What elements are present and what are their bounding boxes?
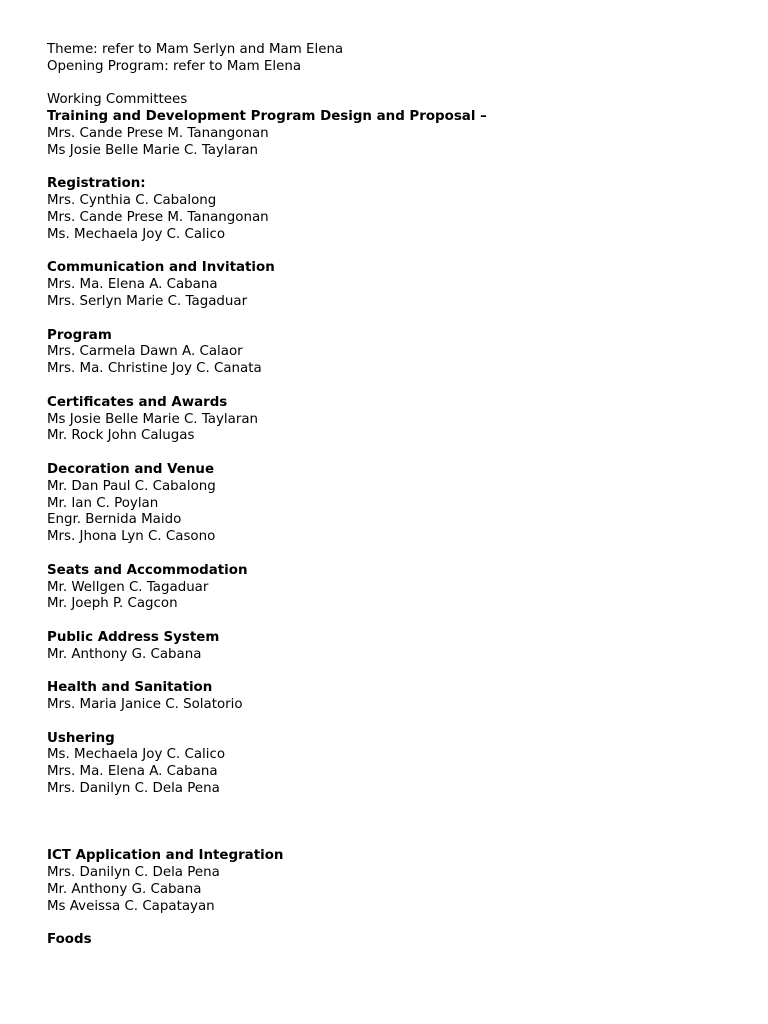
committee-title: Certificates and Awards xyxy=(47,394,228,410)
blank-line xyxy=(47,613,737,630)
committee-section xyxy=(47,445,737,546)
committee-member: Mrs. Cande Prese M. Tanangonan xyxy=(47,209,269,225)
committee-title: Ushering xyxy=(47,730,115,746)
committee-member: Mr. Dan Paul C. Cabalong xyxy=(47,478,216,494)
committee-list xyxy=(47,109,737,949)
committee-title: Seats and Accommodation xyxy=(47,562,248,578)
blank-line xyxy=(47,76,737,93)
committee-member: Mrs. Jhona Lyn C. Casono xyxy=(47,529,216,545)
committee-member: Mrs. Serlyn Marie C. Tagaduar xyxy=(47,293,248,309)
committee-title: Decoration and Venue xyxy=(47,461,215,477)
committee-title: Registration: xyxy=(47,176,146,192)
committee-member: Mrs. Maria Janice C. Solatorio xyxy=(47,697,243,713)
blank-line xyxy=(47,663,737,680)
committee-member: Ms Josie Belle Marie C. Taylaran xyxy=(47,411,259,427)
committee-member: Mr. Anthony G. Cabana xyxy=(47,881,202,897)
blank-line xyxy=(47,915,737,932)
committee-title: Health and Sanitation xyxy=(47,680,213,696)
committee-section xyxy=(47,613,737,663)
committee-member: Mr. Joeph P. Cagcon xyxy=(47,596,178,612)
committee-section xyxy=(47,714,737,798)
blank-line xyxy=(47,798,737,848)
committee-title: Program xyxy=(47,327,112,343)
committee-member: Mrs. Danilyn C. Dela Pena xyxy=(47,781,220,797)
committee-member: Mrs. Ma. Christine Joy C. Canata xyxy=(47,361,262,377)
committee-member: Mr. Anthony G. Cabana xyxy=(47,646,202,662)
committee-title: Communication and Invitation xyxy=(47,260,275,276)
committee-title: ICT Application and Integration xyxy=(47,848,284,864)
committee-member: Mr. Ian C. Poylan xyxy=(47,495,159,511)
committee-member: Mrs. Ma. Elena A. Cabana xyxy=(47,277,218,293)
committee-member: Mr. Rock John Calugas xyxy=(47,428,195,444)
committee-section xyxy=(47,798,737,916)
committee-member: Ms. Mechaela Joy C. Calico xyxy=(47,747,226,763)
committee-member: Engr. Bernida Maido xyxy=(47,512,182,528)
opening-program-line: Opening Program: refer to Mam Elena xyxy=(47,58,302,74)
committee-section xyxy=(47,160,737,244)
committee-section xyxy=(47,244,737,311)
blank-line xyxy=(47,244,737,261)
committee-section xyxy=(47,109,737,159)
committee-member: Mrs. Ma. Elena A. Cabana xyxy=(47,764,218,780)
committee-member: Mrs. Danilyn C. Dela Pena xyxy=(47,865,220,881)
committee-section xyxy=(47,663,737,713)
blank-line xyxy=(47,378,737,395)
committee-title: Training and Development Program Design and Proposal – xyxy=(47,109,487,125)
committee-title: Public Address System xyxy=(47,629,220,645)
theme-line: Theme: refer to Mam Serlyn and Mam Elena xyxy=(47,42,344,57)
committee-member: Ms. Mechaela Joy C. Calico xyxy=(47,226,226,242)
committee-section xyxy=(47,915,737,949)
committee-member: Mr. Wellgen C. Tagaduar xyxy=(47,579,209,595)
committee-member: Mrs. Cynthia C. Cabalong xyxy=(47,193,217,209)
committee-member: Ms Josie Belle Marie C. Taylaran xyxy=(47,142,259,158)
committee-section xyxy=(47,378,737,445)
blank-line xyxy=(47,546,737,563)
blank-line xyxy=(47,160,737,177)
committee-section xyxy=(47,311,737,378)
committee-member: Mrs. Carmela Dawn A. Calaor xyxy=(47,344,243,360)
committee-section xyxy=(47,546,737,613)
blank-line xyxy=(47,445,737,462)
committee-title: Foods xyxy=(47,932,92,948)
document-page xyxy=(47,42,737,949)
committee-member: Mrs. Cande Prese M. Tanangonan xyxy=(47,125,269,141)
working-committees-label: Working Committees xyxy=(47,92,188,108)
blank-line xyxy=(47,714,737,731)
blank-line xyxy=(47,311,737,328)
committee-member: Ms Aveissa C. Capatayan xyxy=(47,898,215,914)
